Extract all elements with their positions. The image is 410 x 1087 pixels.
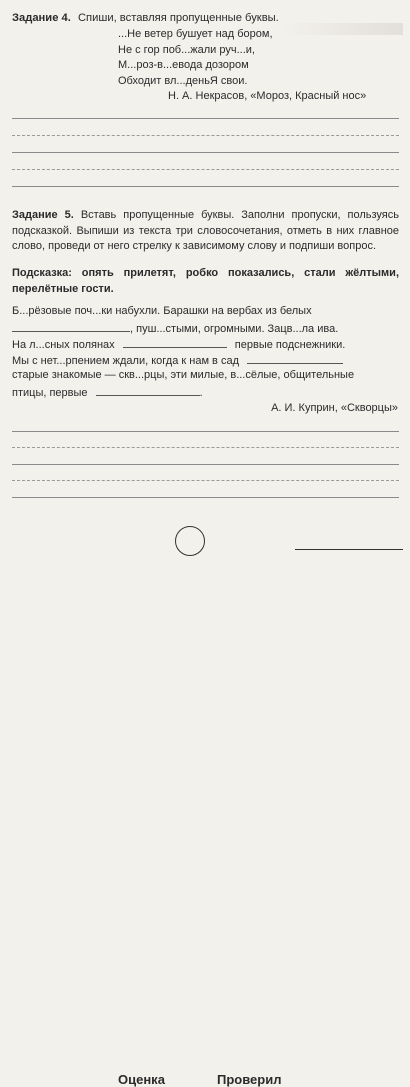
- writing-line-dashed: [12, 169, 399, 170]
- text-fragment: первые подснежники.: [234, 339, 346, 351]
- checked-label: Проверил: [217, 1072, 282, 1087]
- text-line-3: [12, 337, 345, 351]
- text-fragment: , пуш...стыми, огромными. Зацв...ла ива.: [130, 323, 339, 335]
- poem-line: М...роз-в...евода дозором: [118, 59, 249, 71]
- grade-label: Оценка: [118, 1072, 165, 1087]
- writing-line[interactable]: [12, 431, 399, 432]
- text-fragment: птицы, первые: [12, 387, 88, 399]
- task5-instruction: Вставь пропущенные буквы. Заполни пропуски, пользуясь подсказкой. Выпиши из текста три словосочетания, отметь в них главное слово, проведи от него стрелку к зависимому слову и подпиши вопрос.: [12, 209, 399, 252]
- text-line-4: [12, 353, 343, 367]
- writing-line[interactable]: [12, 464, 399, 465]
- writing-line-dashed: [12, 447, 399, 448]
- task4-label: Задание 4.: [12, 12, 71, 24]
- text-line: Б...рёзовые поч...ки набухли. Барашки на вербах из белых: [12, 305, 312, 317]
- task5-instruction-block: [12, 208, 399, 255]
- task5-label: Задание 5.: [12, 209, 74, 221]
- poem-line: Обходит вл...деньЯ свои.: [118, 74, 248, 87]
- writing-line[interactable]: [12, 152, 399, 153]
- poem-line: ...Не ветер бушует над бором,: [118, 28, 273, 40]
- writing-line-dashed: [12, 135, 399, 136]
- text-line: старые знакомые — скв...рцы, эти милые, в...сёлые, общительные: [12, 369, 355, 381]
- text-fragment: На л...сных полянах: [12, 339, 115, 351]
- writing-line[interactable]: [12, 118, 399, 119]
- fill-blank[interactable]: [96, 385, 200, 396]
- task4-poem: [118, 27, 366, 105]
- text-line-2: [12, 321, 338, 335]
- task5-attribution: А. И. Куприн, «Скворцы»: [271, 402, 398, 414]
- checker-signature-line[interactable]: [295, 549, 403, 550]
- writing-line-dashed: [12, 480, 399, 481]
- task4-attribution: Н. А. Некрасов, «Мороз, Красный нос»: [168, 90, 367, 102]
- writing-line[interactable]: [12, 186, 399, 187]
- task4-heading: [12, 12, 279, 24]
- grade-circle[interactable]: [175, 526, 205, 556]
- fill-blank[interactable]: [123, 337, 227, 348]
- text-line-6: [12, 385, 203, 399]
- fill-blank[interactable]: [12, 321, 130, 332]
- task5-hint: Подсказка: опять прилетят, робко показались, стали жёлтыми, перелётные гости.: [12, 267, 399, 295]
- fill-blank[interactable]: [247, 353, 343, 364]
- text-fragment: Мы с нет...рпением ждали, когда к нам в сад: [12, 355, 239, 367]
- text-fragment: .: [199, 387, 203, 399]
- writing-line[interactable]: [12, 497, 399, 498]
- poem-line: Не с гор поб...жали руч...и,: [118, 43, 255, 56]
- task4-instruction: Спиши, вставляя пропущенные буквы.: [77, 12, 279, 24]
